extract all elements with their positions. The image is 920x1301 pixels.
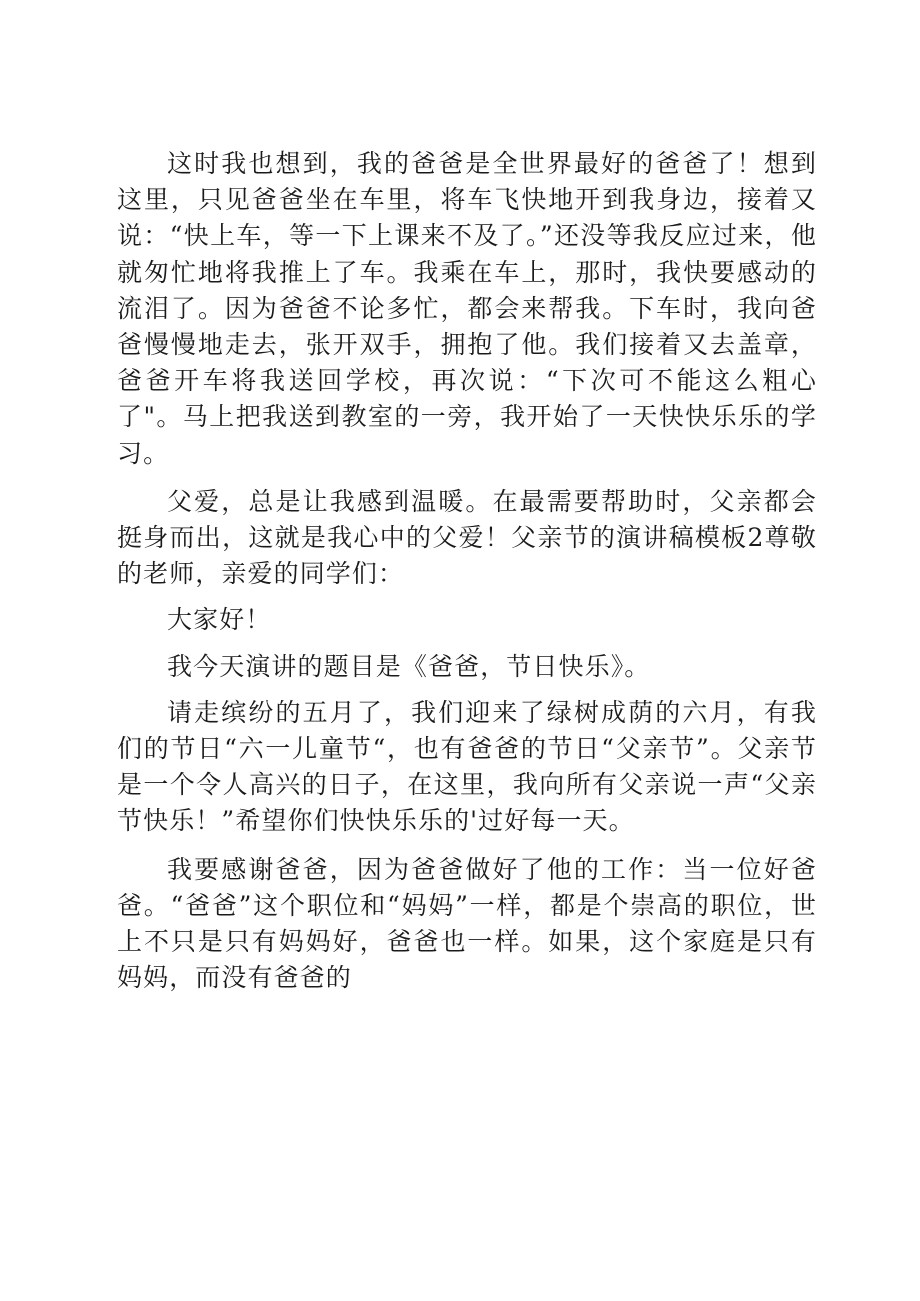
paragraph-4: 我今天演讲的题目是《爸爸，节日快乐》。 — [167, 651, 651, 681]
paragraph-1: 这时我也想到，我的爸爸是全世界最好的爸爸了！想到这里，只见爸爸坐在车里，将车飞快地开到我身边，接着又说：“快上车，等一下上课来不及了。”还没等我反应过来，他就匆忙地将我推上了车。我乘在车上，那时，我快要感动的流泪了。因为爸爸不论多忙，都会来帮我。下车时，我向爸爸慢慢地走去，张开双手，拥抱了他。我们接着又去盖章，爸爸开车将我送回学校，再次说：“下次可不能这么粗心了"。马上把我送到教室的一旁，我开始了一天快快乐乐的学习。 — [117, 149, 817, 468]
document-body — [117, 146, 817, 996]
paragraph-2: 父爱，总是让我感到温暖。在最需要帮助时，父亲都会挺身而出，这就是我心中的父爱！父亲节的演讲稿模板2尊敬的老师，亲爱的同学们： — [117, 486, 817, 589]
paragraph-5: 请走缤纷的五月了，我们迎来了绿树成荫的六月，有我们的节日“六一儿童节“，也有爸爸的节日“父亲节”。父亲节是一个令人高兴的日子，在这里，我向所有父亲说一声“父亲节快乐！”希望你们快快乐乐的'过好每一天。 — [117, 697, 817, 836]
paragraph-3: 大家好！ — [167, 605, 272, 635]
paragraph-6: 我要感谢爸爸，因为爸爸做好了他的工作：当一位好爸爸。“爸爸”这个职位和“妈妈”一样，都是个崇高的职位，世上不只是只有妈妈好，爸爸也一样。如果，这个家庭是只有妈妈，而没有爸爸的 — [117, 854, 817, 993]
